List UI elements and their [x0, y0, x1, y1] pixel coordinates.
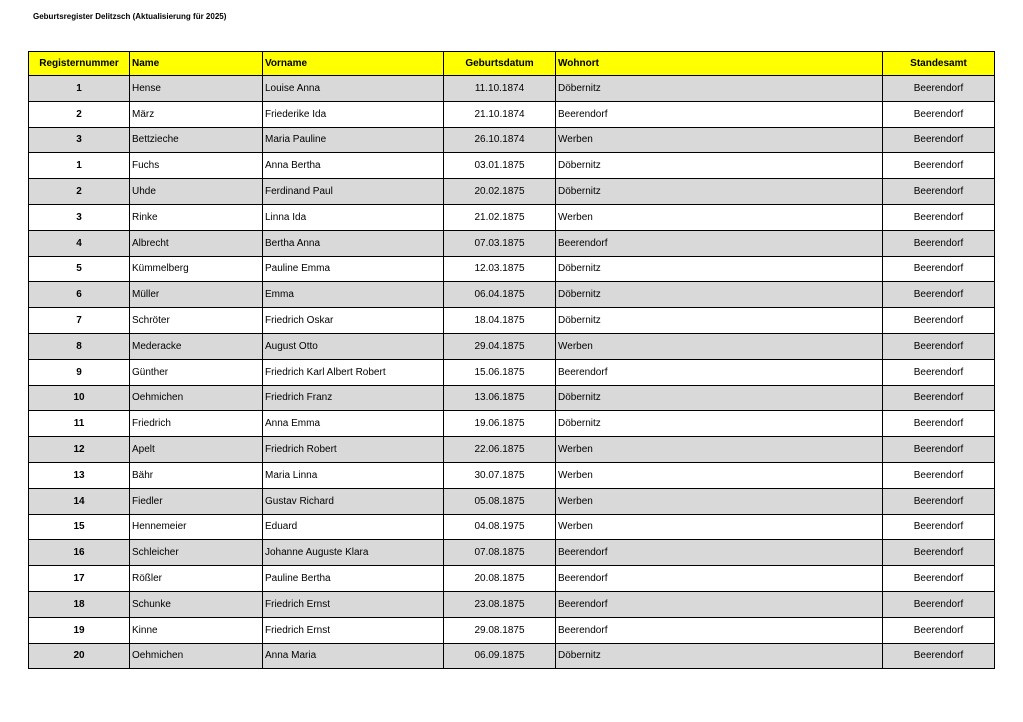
cell-wohnort: Beerendorf: [556, 617, 883, 643]
cell-name: März: [130, 101, 263, 127]
cell-registernummer: 1: [29, 153, 130, 179]
header-name: Name: [130, 52, 263, 76]
cell-standesamt: Beerendorf: [883, 643, 995, 669]
cell-wohnort: Döbernitz: [556, 76, 883, 102]
cell-name: Günther: [130, 359, 263, 385]
cell-wohnort: Döbernitz: [556, 643, 883, 669]
cell-geburtsdatum: 29.04.1875: [444, 333, 556, 359]
table-row: [29, 76, 995, 102]
table-row: [29, 411, 995, 437]
cell-name: Hennemeier: [130, 514, 263, 540]
cell-registernummer: 1: [29, 76, 130, 102]
table-row: [29, 617, 995, 643]
cell-vorname: Pauline Bertha: [263, 566, 444, 592]
cell-registernummer: 11: [29, 411, 130, 437]
cell-name: Oehmichen: [130, 385, 263, 411]
cell-standesamt: Beerendorf: [883, 462, 995, 488]
header-vorname: Vorname: [263, 52, 444, 76]
cell-wohnort: Werben: [556, 462, 883, 488]
cell-standesamt: Beerendorf: [883, 230, 995, 256]
cell-geburtsdatum: 15.06.1875: [444, 359, 556, 385]
cell-name: Bettzieche: [130, 127, 263, 153]
table-body: [29, 76, 995, 669]
cell-wohnort: Werben: [556, 514, 883, 540]
table-row: [29, 101, 995, 127]
cell-registernummer: 13: [29, 462, 130, 488]
cell-name: Friedrich: [130, 411, 263, 437]
table-row: [29, 514, 995, 540]
cell-wohnort: Döbernitz: [556, 256, 883, 282]
cell-wohnort: Döbernitz: [556, 153, 883, 179]
cell-registernummer: 9: [29, 359, 130, 385]
cell-wohnort: Werben: [556, 333, 883, 359]
cell-vorname: Eduard: [263, 514, 444, 540]
cell-geburtsdatum: 19.06.1875: [444, 411, 556, 437]
cell-registernummer: 2: [29, 101, 130, 127]
cell-name: Oehmichen: [130, 643, 263, 669]
cell-geburtsdatum: 03.01.1875: [444, 153, 556, 179]
cell-registernummer: 7: [29, 308, 130, 334]
cell-name: Schleicher: [130, 540, 263, 566]
cell-geburtsdatum: 06.09.1875: [444, 643, 556, 669]
table-row: [29, 256, 995, 282]
cell-vorname: Friedrich Franz: [263, 385, 444, 411]
table-row: [29, 127, 995, 153]
cell-vorname: Anna Bertha: [263, 153, 444, 179]
cell-geburtsdatum: 07.03.1875: [444, 230, 556, 256]
header-registernummer: Registernummer: [29, 52, 130, 76]
cell-vorname: Ferdinand Paul: [263, 179, 444, 205]
table-row: [29, 643, 995, 669]
cell-standesamt: Beerendorf: [883, 76, 995, 102]
cell-standesamt: Beerendorf: [883, 488, 995, 514]
table-header: [29, 52, 995, 76]
cell-standesamt: Beerendorf: [883, 514, 995, 540]
table-row: [29, 488, 995, 514]
cell-geburtsdatum: 21.02.1875: [444, 204, 556, 230]
table-row: [29, 462, 995, 488]
cell-registernummer: 12: [29, 437, 130, 463]
cell-vorname: Bertha Anna: [263, 230, 444, 256]
cell-registernummer: 15: [29, 514, 130, 540]
cell-geburtsdatum: 22.06.1875: [444, 437, 556, 463]
cell-name: Mederacke: [130, 333, 263, 359]
header-row: [29, 52, 995, 76]
cell-standesamt: Beerendorf: [883, 282, 995, 308]
table-row: [29, 333, 995, 359]
cell-geburtsdatum: 05.08.1875: [444, 488, 556, 514]
cell-wohnort: Beerendorf: [556, 230, 883, 256]
cell-wohnort: Werben: [556, 204, 883, 230]
table-row: [29, 282, 995, 308]
cell-geburtsdatum: 11.10.1874: [444, 76, 556, 102]
table-row: [29, 540, 995, 566]
cell-geburtsdatum: 07.08.1875: [444, 540, 556, 566]
cell-registernummer: 2: [29, 179, 130, 205]
document-title: Geburtsregister Delitzsch (Aktualisierung für 2025): [33, 12, 227, 21]
cell-name: Rößler: [130, 566, 263, 592]
cell-vorname: August Otto: [263, 333, 444, 359]
cell-wohnort: Beerendorf: [556, 540, 883, 566]
cell-standesamt: Beerendorf: [883, 127, 995, 153]
cell-vorname: Anna Emma: [263, 411, 444, 437]
cell-name: Bähr: [130, 462, 263, 488]
cell-registernummer: 10: [29, 385, 130, 411]
cell-vorname: Gustav Richard: [263, 488, 444, 514]
cell-name: Fuchs: [130, 153, 263, 179]
cell-vorname: Linna Ida: [263, 204, 444, 230]
cell-wohnort: Döbernitz: [556, 179, 883, 205]
cell-geburtsdatum: 13.06.1875: [444, 385, 556, 411]
cell-name: Albrecht: [130, 230, 263, 256]
cell-standesamt: Beerendorf: [883, 308, 995, 334]
cell-vorname: Friedrich Ernst: [263, 617, 444, 643]
cell-geburtsdatum: 30.07.1875: [444, 462, 556, 488]
cell-name: Müller: [130, 282, 263, 308]
cell-standesamt: Beerendorf: [883, 411, 995, 437]
cell-vorname: Louise Anna: [263, 76, 444, 102]
cell-vorname: Friedrich Karl Albert Robert: [263, 359, 444, 385]
cell-geburtsdatum: 21.10.1874: [444, 101, 556, 127]
table-row: [29, 179, 995, 205]
cell-vorname: Pauline Emma: [263, 256, 444, 282]
cell-standesamt: Beerendorf: [883, 591, 995, 617]
cell-wohnort: Beerendorf: [556, 101, 883, 127]
header-geburtsdatum: Geburtsdatum: [444, 52, 556, 76]
cell-name: Rinke: [130, 204, 263, 230]
cell-wohnort: Beerendorf: [556, 591, 883, 617]
cell-geburtsdatum: 26.10.1874: [444, 127, 556, 153]
cell-geburtsdatum: 29.08.1875: [444, 617, 556, 643]
cell-standesamt: Beerendorf: [883, 101, 995, 127]
cell-vorname: Anna Maria: [263, 643, 444, 669]
cell-registernummer: 3: [29, 204, 130, 230]
cell-name: Schröter: [130, 308, 263, 334]
cell-geburtsdatum: 12.03.1875: [444, 256, 556, 282]
cell-standesamt: Beerendorf: [883, 540, 995, 566]
cell-geburtsdatum: 06.04.1875: [444, 282, 556, 308]
cell-wohnort: Döbernitz: [556, 308, 883, 334]
cell-wohnort: Werben: [556, 437, 883, 463]
header-wohnort: Wohnort: [556, 52, 883, 76]
cell-geburtsdatum: 04.08.1975: [444, 514, 556, 540]
table-row: [29, 308, 995, 334]
cell-vorname: Maria Pauline: [263, 127, 444, 153]
cell-name: Schunke: [130, 591, 263, 617]
cell-geburtsdatum: 20.08.1875: [444, 566, 556, 592]
cell-vorname: Johanne Auguste Klara: [263, 540, 444, 566]
cell-registernummer: 16: [29, 540, 130, 566]
cell-name: Uhde: [130, 179, 263, 205]
cell-vorname: Friederike Ida: [263, 101, 444, 127]
cell-vorname: Friedrich Ernst: [263, 591, 444, 617]
cell-vorname: Emma: [263, 282, 444, 308]
cell-registernummer: 20: [29, 643, 130, 669]
cell-geburtsdatum: 18.04.1875: [444, 308, 556, 334]
cell-registernummer: 8: [29, 333, 130, 359]
cell-standesamt: Beerendorf: [883, 179, 995, 205]
cell-standesamt: Beerendorf: [883, 437, 995, 463]
cell-standesamt: Beerendorf: [883, 153, 995, 179]
cell-wohnort: Döbernitz: [556, 282, 883, 308]
birth-register-table: [28, 51, 995, 669]
cell-standesamt: Beerendorf: [883, 256, 995, 282]
cell-wohnort: Werben: [556, 488, 883, 514]
cell-registernummer: 19: [29, 617, 130, 643]
cell-wohnort: Beerendorf: [556, 566, 883, 592]
cell-registernummer: 5: [29, 256, 130, 282]
cell-registernummer: 17: [29, 566, 130, 592]
cell-registernummer: 6: [29, 282, 130, 308]
table-row: [29, 359, 995, 385]
header-standesamt: Standesamt: [883, 52, 995, 76]
cell-standesamt: Beerendorf: [883, 333, 995, 359]
cell-wohnort: Döbernitz: [556, 385, 883, 411]
cell-geburtsdatum: 23.08.1875: [444, 591, 556, 617]
cell-registernummer: 18: [29, 591, 130, 617]
cell-wohnort: Beerendorf: [556, 359, 883, 385]
cell-wohnort: Döbernitz: [556, 411, 883, 437]
cell-registernummer: 14: [29, 488, 130, 514]
cell-vorname: Friedrich Robert: [263, 437, 444, 463]
cell-name: Kümmelberg: [130, 256, 263, 282]
cell-wohnort: Werben: [556, 127, 883, 153]
cell-name: Fiedler: [130, 488, 263, 514]
cell-geburtsdatum: 20.02.1875: [444, 179, 556, 205]
cell-registernummer: 4: [29, 230, 130, 256]
cell-standesamt: Beerendorf: [883, 204, 995, 230]
cell-standesamt: Beerendorf: [883, 385, 995, 411]
table-row: [29, 385, 995, 411]
cell-vorname: Maria Linna: [263, 462, 444, 488]
cell-name: Kinne: [130, 617, 263, 643]
table-row: [29, 153, 995, 179]
table-row: [29, 591, 995, 617]
table-row: [29, 566, 995, 592]
cell-standesamt: Beerendorf: [883, 359, 995, 385]
cell-standesamt: Beerendorf: [883, 566, 995, 592]
cell-vorname: Friedrich Oskar: [263, 308, 444, 334]
cell-name: Hense: [130, 76, 263, 102]
table-row: [29, 230, 995, 256]
table-row: [29, 204, 995, 230]
cell-standesamt: Beerendorf: [883, 617, 995, 643]
cell-registernummer: 3: [29, 127, 130, 153]
cell-name: Apelt: [130, 437, 263, 463]
table-row: [29, 437, 995, 463]
